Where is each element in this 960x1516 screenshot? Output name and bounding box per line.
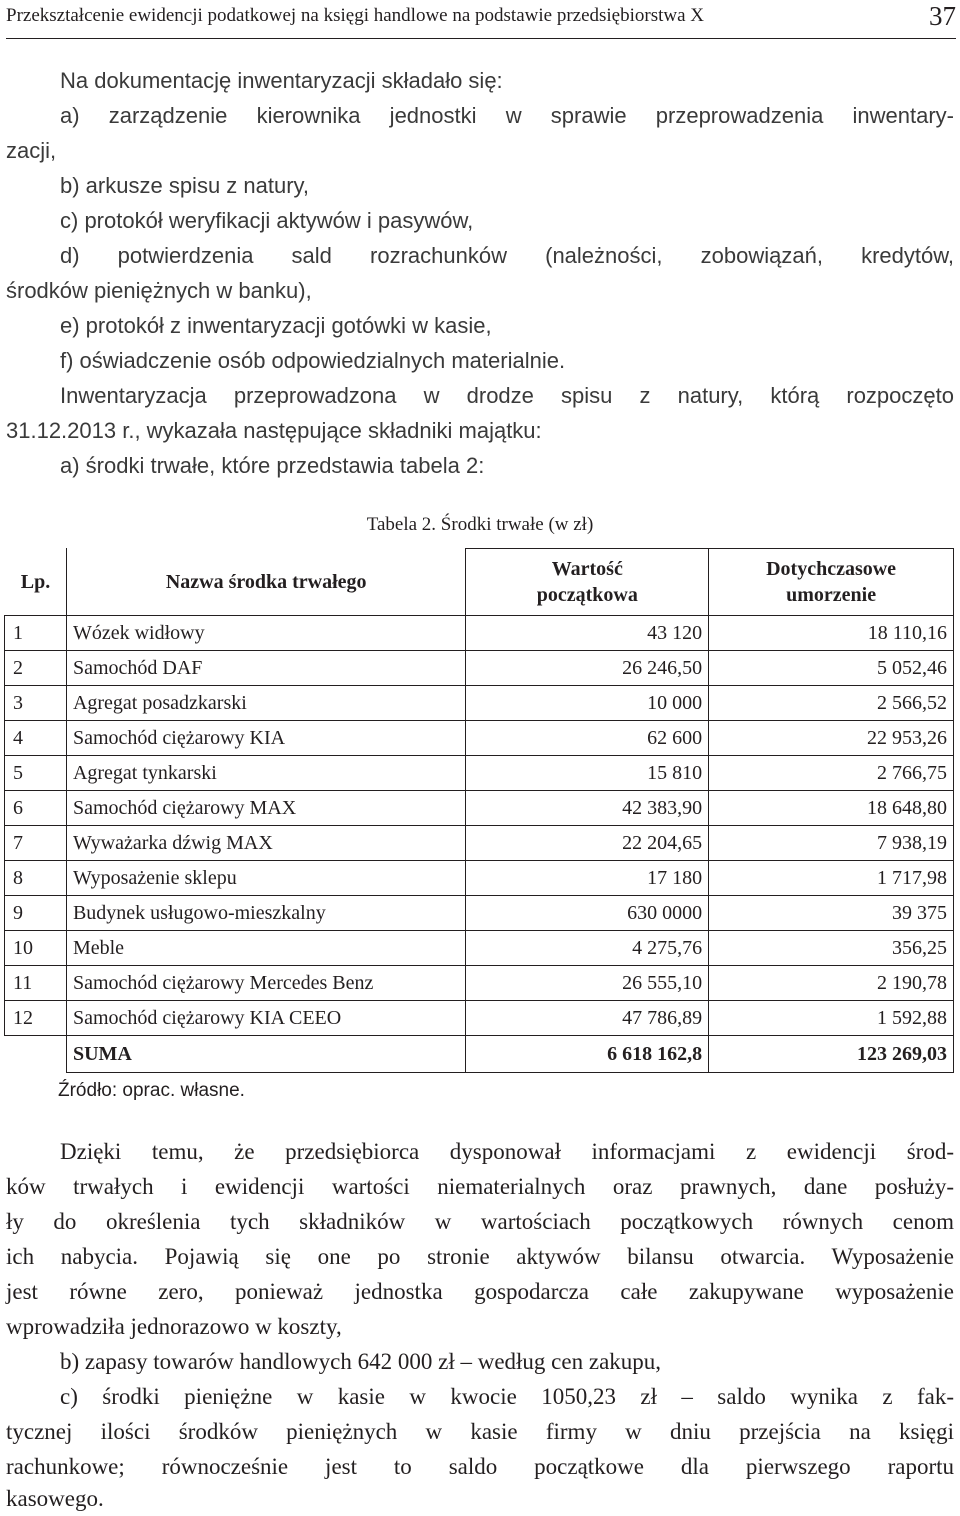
body-paragraph-line-3: ły do określenia tych składników w wartościach początkowych równych cenom <box>6 1209 954 1234</box>
table-row <box>5 896 954 931</box>
table-source: Źródło: oprac. własne. <box>58 1080 245 1101</box>
row-initial-value: 26 246,50 <box>466 651 709 686</box>
row-initial-value: 22 204,65 <box>466 826 709 861</box>
row-lp: 7 <box>5 826 67 861</box>
row-depreciation: 356,25 <box>709 931 954 966</box>
table-row <box>5 616 954 651</box>
row-initial-value: 10 000 <box>466 686 709 721</box>
table-row <box>5 931 954 966</box>
assets-item-c-line-2: tycznej ilości środków pieniężnych w kasie firmy w dniu przejścia na księgi <box>6 1419 954 1444</box>
row-initial-value: 630 0000 <box>466 896 709 931</box>
row-depreciation: 2 766,75 <box>709 756 954 791</box>
intro-heading: Na dokumentację inwentaryzacji składało się: <box>60 68 503 93</box>
assets-item-b: b) zapasy towarów handlowych 642 000 zł – według cen zakupu, <box>60 1349 662 1374</box>
row-depreciation: 1 592,88 <box>709 1001 954 1036</box>
row-lp: 2 <box>5 651 67 686</box>
running-title: Przekształcenie ewidencji podatkowej na księgi handlowe na podstawie przedsiębiorstwa X <box>6 5 705 26</box>
list-item-d-continuation: środków pieniężnych w banku), <box>6 278 312 303</box>
page-number: 37 <box>929 1 956 31</box>
row-lp: 5 <box>5 756 67 791</box>
table-row <box>5 1001 954 1036</box>
body-paragraph-line-2: ków trwałych i ewidencji wartości niematerialnych oraz prawnych, dane posłuży- <box>6 1174 954 1199</box>
table-row <box>5 966 954 1001</box>
table-row <box>5 826 954 861</box>
body-paragraph-line-4: ich nabycia. Pojawią się one po stronie aktywów bilansu otwarcia. Wyposażenie <box>6 1244 954 1269</box>
row-depreciation: 1 717,98 <box>709 861 954 896</box>
row-depreciation: 39 375 <box>709 896 954 931</box>
row-depreciation: 2 566,52 <box>709 686 954 721</box>
row-lp: 1 <box>5 616 67 651</box>
row-lp: 6 <box>5 791 67 826</box>
assets-item-c-line-4: kasowego. <box>6 1486 104 1511</box>
row-lp: 10 <box>5 931 67 966</box>
table-row <box>5 686 954 721</box>
row-asset-name: Wózek widłowy <box>66 616 465 651</box>
list-item-d: d) potwierdzenia sald rozrachunków (należności, zobowiązań, kredytów, <box>60 243 954 268</box>
row-depreciation: 22 953,26 <box>709 721 954 756</box>
inventory-paragraph: Inwentaryzacja przeprowadzona w drodze spisu z natury, którą rozpoczęto <box>60 383 954 408</box>
row-asset-name: Wyważarka dźwig MAX <box>66 826 465 861</box>
fixed-assets-table <box>4 548 954 1073</box>
row-initial-value: 42 383,90 <box>466 791 709 826</box>
list-item-f: f) oświadczenie osób odpowiedzialnych materialnie. <box>60 348 566 373</box>
header-depreciation-line2: umorzenie <box>786 584 877 606</box>
row-asset-name: Budynek usługowo-mieszkalny <box>66 896 465 931</box>
table-row <box>5 721 954 756</box>
row-depreciation: 5 052,46 <box>709 651 954 686</box>
header-initial-value-line2: początkowa <box>536 584 638 606</box>
row-asset-name: Agregat tynkarski <box>66 756 465 791</box>
table-row <box>5 756 954 791</box>
list-item-b: b) arkusze spisu z natury, <box>60 173 310 198</box>
assets-item-c: c) środki pieniężne w kasie w kwocie 1050,23 zł – saldo wynika z fak- <box>60 1384 954 1409</box>
body-paragraph-line-5: jest równe zero, ponieważ jednostka gospodarcza całe zakupywane wyposażenie <box>6 1279 954 1304</box>
body-paragraph-line-1: Dzięki temu, że przedsiębiorca dysponował informacjami z ewidencji środ- <box>60 1139 954 1164</box>
row-initial-value: 26 555,10 <box>466 966 709 1001</box>
header-initial-value <box>466 549 709 616</box>
row-asset-name: Agregat posadzkarski <box>66 686 465 721</box>
row-initial-value: 4 275,76 <box>466 931 709 966</box>
row-initial-value: 62 600 <box>466 721 709 756</box>
sum-initial-value: 6 618 162,8 <box>466 1036 709 1073</box>
row-lp: 11 <box>5 966 67 1001</box>
table-row <box>5 791 954 826</box>
row-lp: 4 <box>5 721 67 756</box>
sum-depreciation: 123 269,03 <box>709 1036 954 1073</box>
list-item-e: e) protokół z inwentaryzacji gotówki w kasie, <box>60 313 492 338</box>
row-depreciation: 18 110,16 <box>709 616 954 651</box>
sum-label: SUMA <box>66 1036 465 1073</box>
row-lp: 8 <box>5 861 67 896</box>
row-initial-value: 15 810 <box>466 756 709 791</box>
assets-item-a: a) środki trwałe, które przedstawia tabela 2: <box>60 453 485 478</box>
row-depreciation: 18 648,80 <box>709 791 954 826</box>
row-asset-name: Samochód DAF <box>66 651 465 686</box>
table-caption: Tabela 2. Środki trwałe (w zł) <box>366 514 594 535</box>
sum-row <box>5 1036 954 1073</box>
header-lp: Lp. <box>5 549 67 616</box>
row-asset-name: Samochód ciężarowy Mercedes Benz <box>66 966 465 1001</box>
list-item-c: c) protokół weryfikacji aktywów i pasywów, <box>60 208 474 233</box>
header-depreciation-line1: Dotychczasowe <box>766 558 897 580</box>
list-item-a-continuation: zacji, <box>6 138 57 163</box>
header-asset-name: Nazwa środka trwałego <box>66 549 465 616</box>
assets-item-c-line-3: rachunkowe; równocześnie jest to saldo początkowe dla pierwszego raportu <box>6 1454 954 1479</box>
row-asset-name: Samochód ciężarowy KIA <box>66 721 465 756</box>
row-asset-name: Meble <box>66 931 465 966</box>
row-initial-value: 17 180 <box>466 861 709 896</box>
row-asset-name: Wyposażenie sklepu <box>66 861 465 896</box>
header-depreciation <box>709 549 954 616</box>
row-lp: 9 <box>5 896 67 931</box>
list-item-a: a) zarządzenie kierownika jednostki w sprawie przeprowadzenia inwentary- <box>60 103 954 128</box>
row-depreciation: 7 938,19 <box>709 826 954 861</box>
table-row <box>5 651 954 686</box>
row-initial-value: 43 120 <box>466 616 709 651</box>
running-header <box>6 2 956 39</box>
row-initial-value: 47 786,89 <box>466 1001 709 1036</box>
row-asset-name: Samochód ciężarowy KIA CEEO <box>66 1001 465 1036</box>
table-row <box>5 861 954 896</box>
header-initial-value-line1: Wartość <box>551 558 623 580</box>
body-paragraph-line-6: wprowadziła jednorazowo w koszty, <box>6 1314 342 1339</box>
row-asset-name: Samochód ciężarowy MAX <box>66 791 465 826</box>
table-header-row <box>5 549 954 616</box>
row-lp: 12 <box>5 1001 67 1036</box>
sum-lp-cell <box>5 1036 67 1073</box>
inventory-paragraph-continuation: 31.12.2013 r., wykazała następujące składniki majątku: <box>6 418 542 443</box>
row-lp: 3 <box>5 686 67 721</box>
row-depreciation: 2 190,78 <box>709 966 954 1001</box>
